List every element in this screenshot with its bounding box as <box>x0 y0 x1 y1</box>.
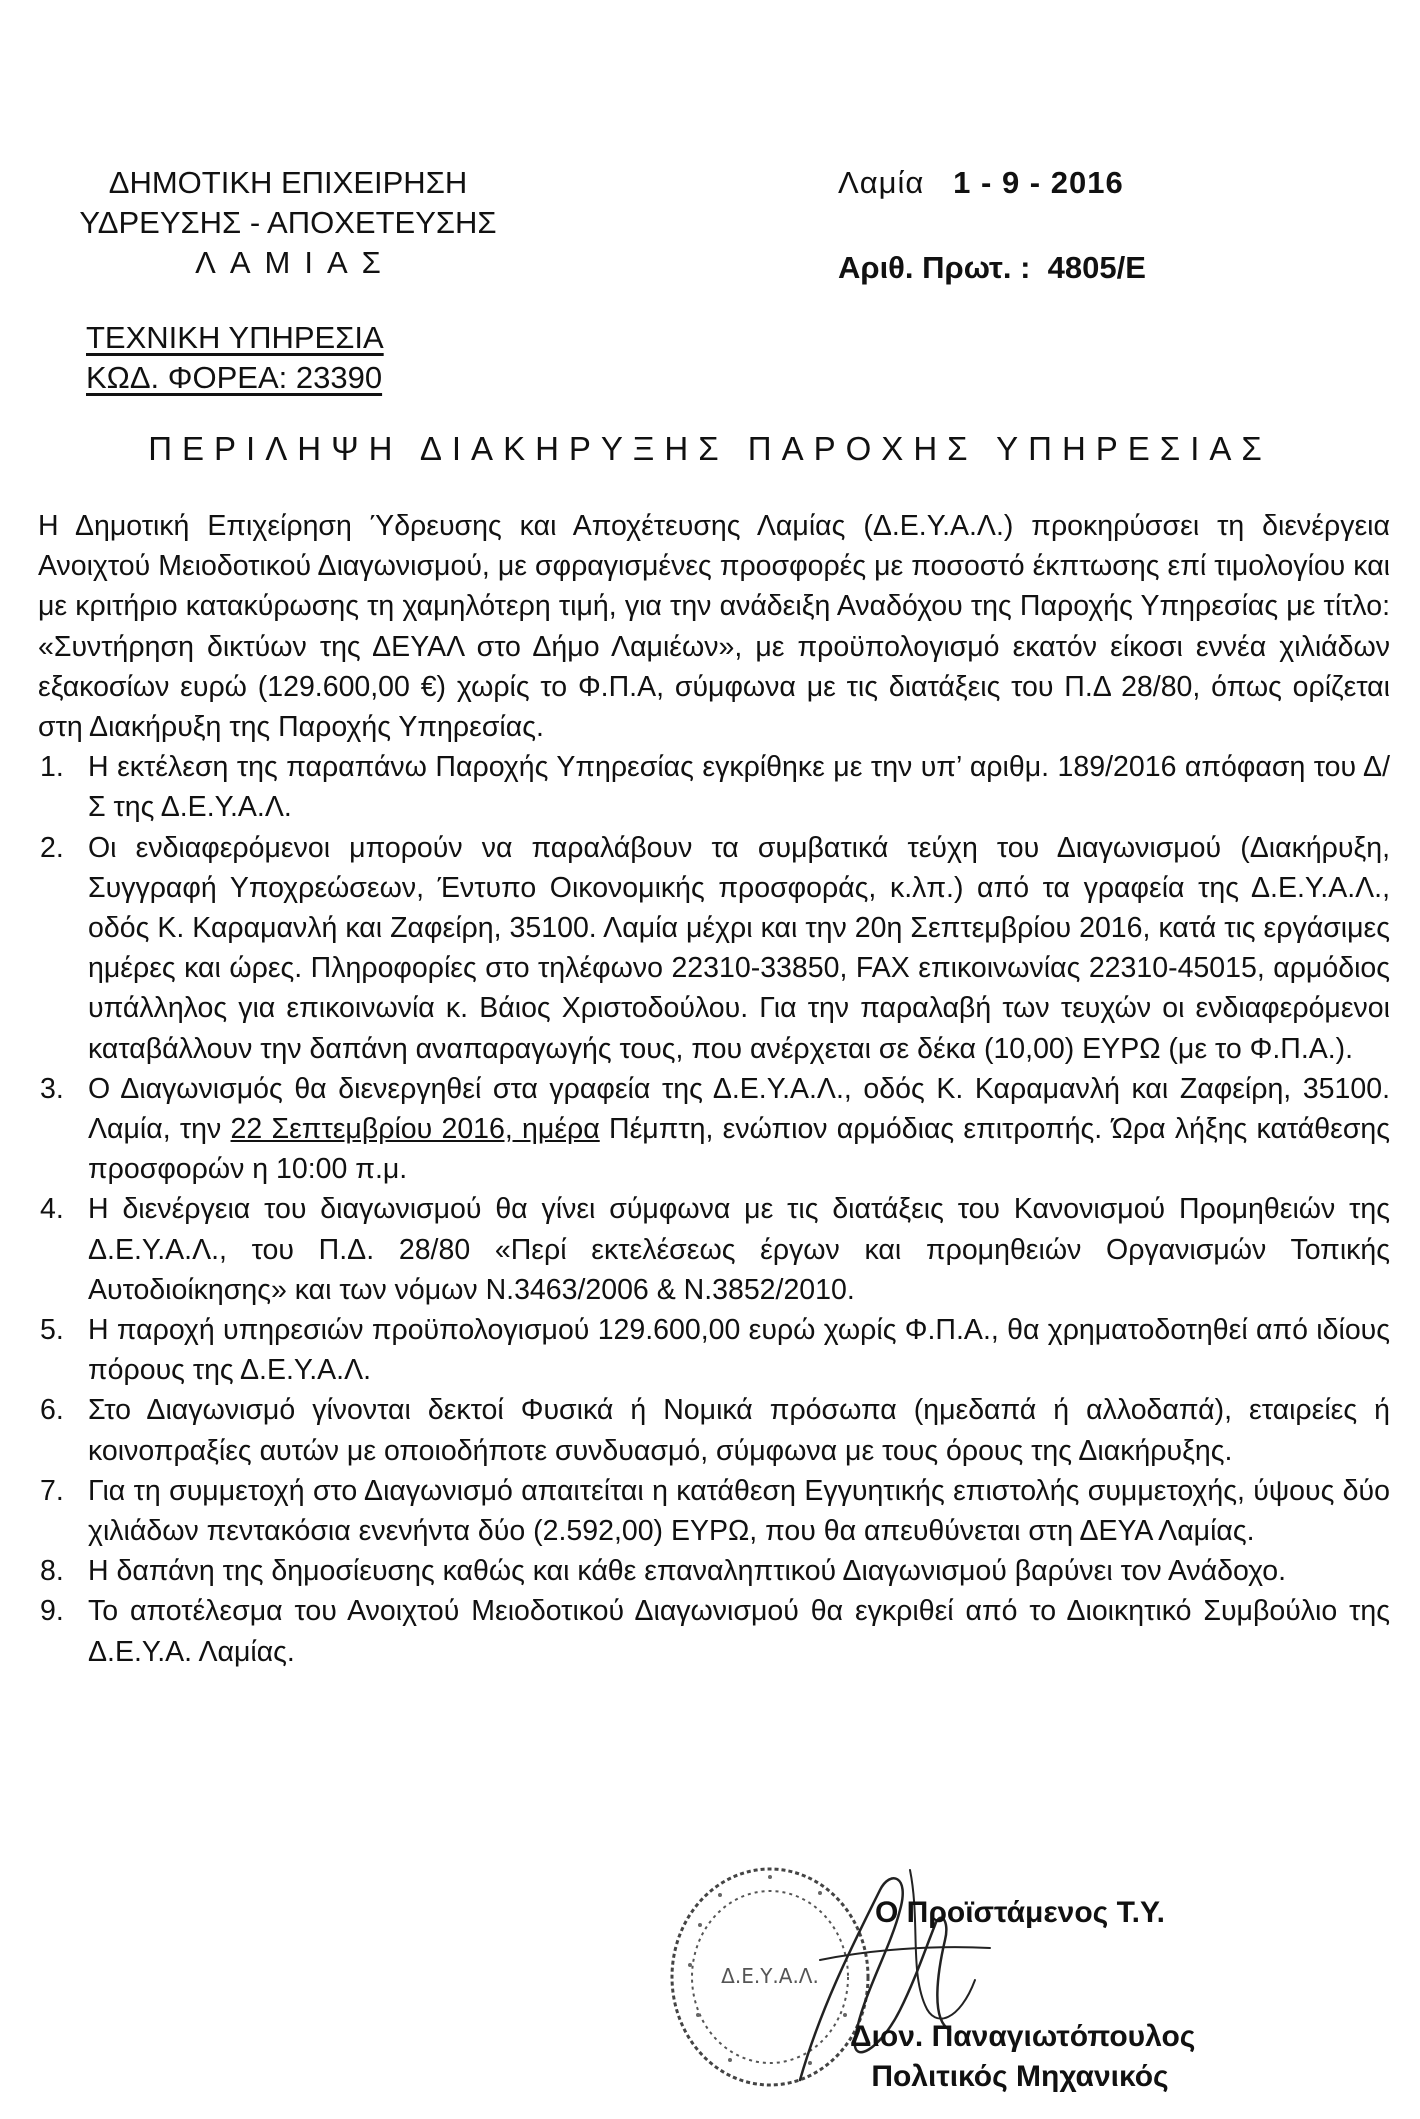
list-item <box>38 1069 1390 1190</box>
list-item <box>38 747 1390 827</box>
underlined-date: 22 Σεπτεμβρίου 2016, ημέρα <box>230 1113 600 1146</box>
item-number: 8. <box>40 1555 64 1588</box>
date-protocol-block <box>838 163 1146 288</box>
item-text: Ο Διαγωνισμός θα διενεργηθεί στα γραφεία της Δ.Ε.Υ.Α.Λ., οδός Κ. Καραμανλή και Ζαφείρη, 35100. Λαμία, την <box>88 1072 1390 1146</box>
item-number: 3. <box>40 1072 64 1105</box>
list-item <box>38 1551 1390 1591</box>
signatory-name: Διον. Παναγιωτόπουλος <box>850 2020 1196 2053</box>
service-block <box>86 318 384 398</box>
signatory-role: Ο Προϊστάμενος Τ.Υ. <box>874 1896 1166 1929</box>
item-number: 1. <box>40 751 64 784</box>
org-line-2: ΥΔΡΕΥΣΗΣ - ΑΠΟΧΕΤΕΥΣΗΣ <box>79 205 497 240</box>
item-text: Για τη συμμετοχή στο Διαγωνισμό απαιτείται η κατάθεση Εγγυητικής επιστολής συμμετοχής, ύψους δύο χιλιάδων πεντακόσια ενενήντα δύο (2.592,00) ΕΥΡΩ, που θα απευθύνεται στη ΔΕΥΑ Λαμίας. <box>88 1474 1390 1548</box>
stamp-text: Δ.Ε.Υ.Α.Λ. <box>721 1964 819 1988</box>
list-item <box>38 828 1390 1069</box>
organization-header <box>48 163 528 283</box>
item-text: Οι ενδιαφερόμενοι μπορούν να παραλάβουν τα συμβατικά τεύχη του Διαγωνισμού (Διακήρυξη, Συγγραφή Υποχρεώσεων, Έντυπο Οικονομικής προσφοράς, κ.λπ.) από τα γραφεία της Δ.Ε.Υ.Α.Λ., οδός Κ. Καραμανλή και Ζαφείρη, 35100. Λαμία μέχρι και την 20η Σεπτεμβρίου 2016, κατά τις εργάσιμες ημέρες και ώρες. Πληροφορίες στο τηλέφωνο 22310-33850, FAX επικοινωνίας 22310-45015, αρμόδιος υπάλληλος για επικοινωνία κ. Βάιος Χριστοδούλου. Για την παραλαβή των τευχών οι ενδιαφερόμενοι καταβάλλουν την δαπάνη αναπαραγωγής τους, που ανέρχεται σε δέκα (10,00) ΕΥΡΩ (με το Φ.Π.Α.). <box>88 831 1390 1065</box>
agency-code: ΚΩΔ. ΦΟΡΕΑ: 23390 <box>86 360 383 395</box>
item-text: Η δαπάνη της δημοσίευσης καθώς και κάθε επαναληπτικού Διαγωνισμού βαρύνει τον Ανάδοχο. <box>88 1555 1287 1588</box>
list-item <box>38 1390 1390 1470</box>
protocol-label: Αριθ. Πρωτ. : <box>838 250 1031 285</box>
item-number: 7. <box>40 1474 64 1507</box>
signatory-title: Πολιτικός Μηχανικός <box>871 2060 1169 2093</box>
item-text: Η εκτέλεση της παραπάνω Παροχής Υπηρεσίας εγκρίθηκε με την υπ’ αριθμ. 189/2016 απόφαση του Δ/Σ της Δ.Ε.Υ.Α.Λ. <box>88 751 1390 824</box>
document-body <box>38 506 1390 1672</box>
item-number: 9. <box>40 1595 64 1628</box>
item-number: 6. <box>40 1394 64 1427</box>
date-line <box>838 163 1146 203</box>
item-number: 5. <box>40 1314 64 1347</box>
signature-block <box>850 1887 1196 2103</box>
org-line-3: ΛΑΜΙΑΣ <box>195 245 395 280</box>
item-text: Το αποτέλεσμα του Ανοιχτού Μειοδοτικού Διαγωνισμού θα εγκριθεί από το Διοικητικό Συμβούλιο της Δ.Ε.Υ.Α. Λαμίας. <box>88 1595 1390 1668</box>
list-item <box>38 1310 1390 1390</box>
terms-list <box>38 747 1390 1672</box>
item-number: 4. <box>40 1193 64 1226</box>
place: Λαμία <box>838 165 925 200</box>
protocol-line <box>838 248 1146 288</box>
item-number: 2. <box>40 831 64 864</box>
protocol-number: 4805/Ε <box>1047 250 1146 285</box>
item-text: Η παροχή υπηρεσιών προϋπολογισμού 129.600,00 ευρώ χωρίς Φ.Π.Α., θα χρηματοδοτηθεί από ιδίους πόρους της Δ.Ε.Υ.Α.Λ. <box>88 1314 1390 1387</box>
list-item <box>38 1189 1390 1310</box>
intro-paragraph: Η Δημοτική Επιχείρηση Ύδρευσης και Αποχέτευσης Λαμίας (Δ.Ε.Υ.Α.Λ.) προκηρύσσει τη διενέργεια Ανοιχτού Μειοδοτικού Διαγωνισμού, με σφραγισμένες προσφορές με ποσοστό έκπτωσης επί τιμολογίου και με κριτήριο κατακύρωσης τη χαμηλότερη τιμή, για την ανάδειξη Αναδόχου της Παροχής Υπηρεσίας με τίτλο: «Συντήρηση δικτύων της ΔΕΥΑΛ στο Δήμο Λαμιέων», με προϋπολογισμό εκατόν είκοσι εννέα χιλιάδων εξακοσίων ευρώ (129.600,00 €) χωρίς το Φ.Π.Α, σύμφωνα με τις διατάξεις του Π.Δ 28/80, όπως ορίζεται στη Διακήρυξη της Παροχής Υπηρεσίας. <box>38 510 1390 744</box>
document-title: ΠΕΡΙΛΗΨΗ ΔΙΑΚΗΡΥΞΗΣ ΠΑΡΟΧΗΣ ΥΠΗΡΕΣΙΑΣ <box>148 430 1272 467</box>
item-text-tail: Πέμπτη, ενώπιον αρμόδιας επιτροπής. Ώρα λήξης κατάθεσης προσφορών η 10:00 π.μ. <box>88 1113 1390 1186</box>
list-item <box>38 1471 1390 1551</box>
service-name: ΤΕΧΝΙΚΗ ΥΠΗΡΕΣΙΑ <box>86 320 384 355</box>
item-text: Στο Διαγωνισμό γίνονται δεκτοί Φυσικά ή Νομικά πρόσωπα (ημεδαπά ή αλλοδαπά), εταιρείες ή κοινοπραξίες αυτών με οποιοδήποτε συνδυασμό, σύμφωνα με τους όρους της Διακήρυξης. <box>88 1394 1390 1467</box>
list-item <box>38 1591 1390 1671</box>
date: 1 - 9 - 2016 <box>953 165 1124 200</box>
item-text: Η διενέργεια του διαγωνισμού θα γίνει σύμφωνα με τις διατάξεις του Κανονισμού Προμηθειών της Δ.Ε.Υ.Α.Λ., του Π.Δ. 28/80 «Περί εκτελέσεως έργων και προμηθειών Οργανισμών Τοπικής Αυτοδιοίκησης» και των νόμων Ν.3463/2006 & Ν.3852/2010. <box>88 1193 1390 1306</box>
org-line-1: ΔΗΜΟΤΙΚΗ ΕΠΙΧΕΙΡΗΣΗ <box>108 165 468 200</box>
